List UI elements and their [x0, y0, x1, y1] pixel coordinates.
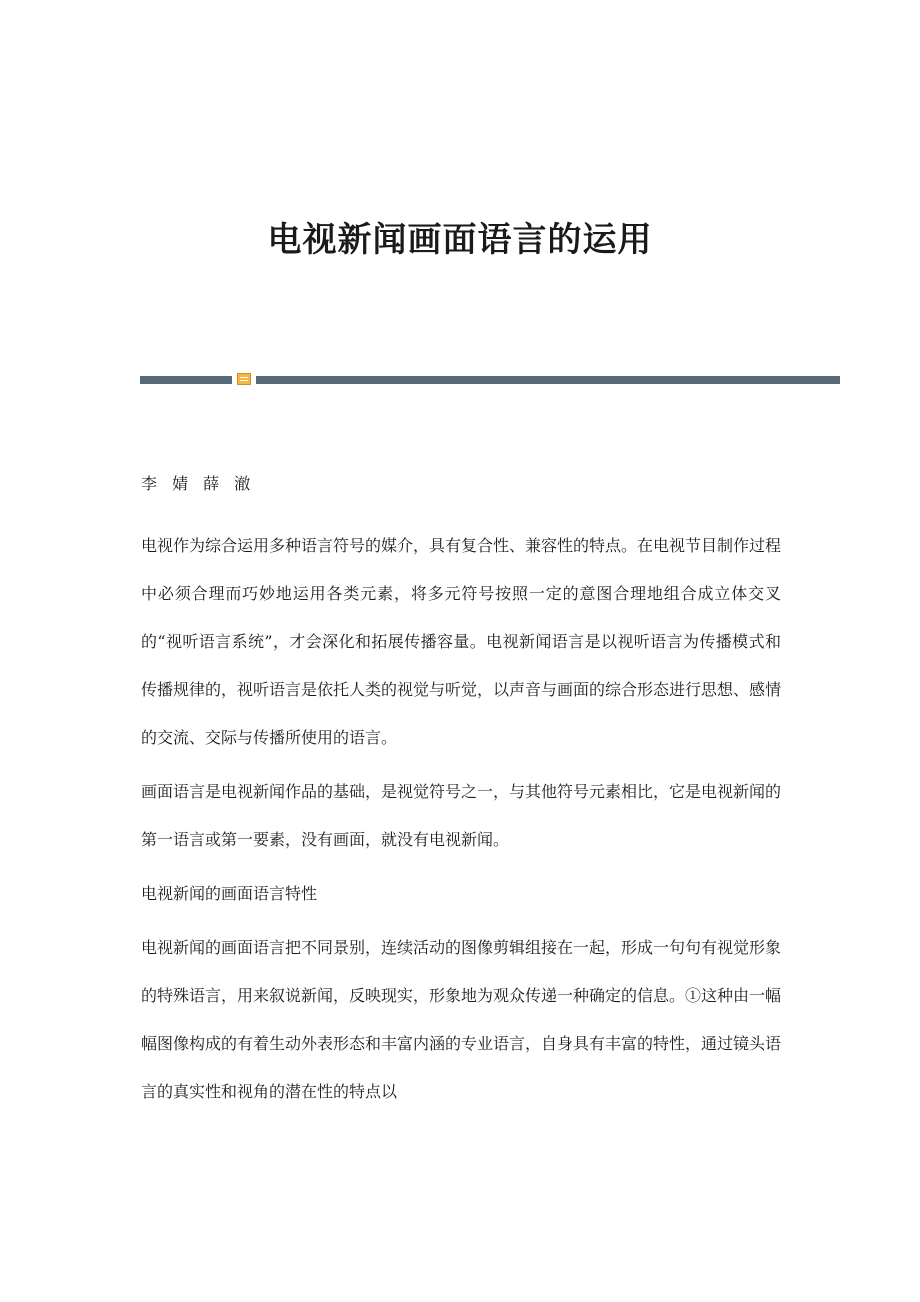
- paragraph-second: 画面语言是电视新闻作品的基础，是视觉符号之一，与其他符号元素相比，它是电视新闻的第一语言或第一要素，没有画面，就没有电视新闻。: [141, 782, 782, 849]
- document-title: 电视新闻画面语言的运用: [267, 220, 653, 260]
- article-body: [141, 522, 781, 1122]
- title-divider: [140, 373, 840, 385]
- divider-bar-right: [256, 376, 840, 384]
- section-paragraph: 电视新闻的画面语言把不同景别，连续活动的图像剪辑组接在一起，形成一句句有视觉形象的特殊语言，用来叙说新闻，反映现实，形象地为观众传递一种确定的信息。①这种由一幅幅图像构成的有着生动外表形态和丰富内涵的专业语言，自身具有丰富的特性，通过镜头语言的真实性和视角的潜在性的特点以: [141, 938, 782, 1101]
- paragraph-intro: 电视作为综合运用多种语言符号的媒介，具有复合性、兼容性的特点。在电视节目制作过程中必须合理而巧妙地运用各类元素，将多元符号按照一定的意图合理地组合成立体交叉的“视听语言系统”，才会深化和拓展传播容量。电视新闻语言是以视听语言为传播模式和传播规律的，视听语言是依托人类的视觉与听觉，以声音与画面的综合形态进行思想、感情的交流、交际与传播所使用的语言。: [141, 536, 782, 747]
- divider-bar-left: [140, 376, 232, 384]
- authors: 李 婧 薛 澈: [141, 474, 253, 493]
- divider-ornament-icon: [237, 373, 251, 385]
- section-heading: 电视新闻的画面语言特性: [141, 884, 318, 903]
